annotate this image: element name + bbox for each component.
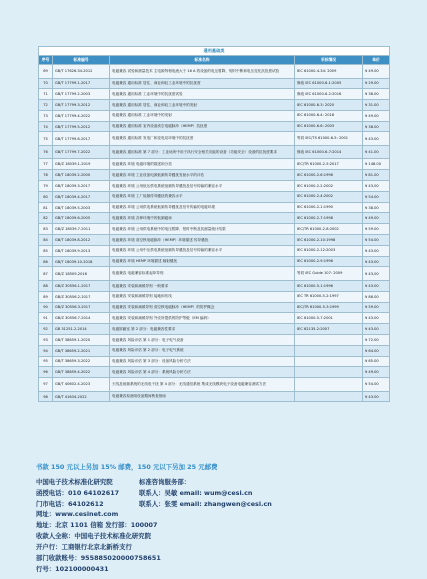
row-number: 79 xyxy=(39,181,53,192)
row-number: 76 xyxy=(39,145,53,159)
table-row xyxy=(39,235,390,246)
table-row xyxy=(39,334,390,345)
row-price: ¥ 49.00 xyxy=(363,213,390,224)
row-price: ¥ 43.00 xyxy=(363,181,390,192)
row-standard-number: GB/T 18039.10-2018 xyxy=(53,256,110,267)
row-standard-number: GB/T 17799.2-2003 xyxy=(53,89,110,100)
table-row xyxy=(39,291,390,302)
row-standard-name: 电磁兼容 试验和测量技术 主电源每相电流大于 16 A 的设备的电压暂降、短时中断和电压变化抗扰度试验 xyxy=(110,65,295,79)
row-standard-number: GB/T 18039.4-2017 xyxy=(53,191,110,202)
table-row xyxy=(39,110,390,121)
row-standard-number: GB/T 17799.5-2012 xyxy=(53,121,110,132)
service-dept: 标准咨询服务部： xyxy=(139,478,191,486)
row-number: 80 xyxy=(39,191,53,202)
row-standard-name: 电磁兼容 通用标准 工业环境中的发射 xyxy=(110,110,295,121)
row-price: ¥ 59.00 xyxy=(363,302,390,313)
row-standard-number: GB/T 18039.6-2005 xyxy=(53,213,110,224)
row-standard-number: GB/T 38659.4-2022 xyxy=(53,367,110,378)
row-price: ¥ 54.00 xyxy=(363,378,390,392)
row-standard-name: 电磁兼容 安装和减缓导则 高空核电磁脉冲（HEMP）的防护概念 xyxy=(110,302,295,313)
row-standard-number: GB/T 18039.5-2003 xyxy=(53,202,110,213)
row-standard-name: 电磁兼容 通用标准 居住、商业和轻工业环境中的发射 xyxy=(110,100,295,111)
row-adoption: 修改 IEC 61000-6-7:2014 xyxy=(295,145,363,159)
row-price: ¥ 65.00 xyxy=(363,356,390,367)
postal-address: 地址：北京 1101 信箱 发行部：100007 xyxy=(36,521,158,529)
standards-table-sheet xyxy=(38,46,389,402)
postage-note: 书款 150 元以上另加 15% 邮费，150 元以下另加 25 元邮费 xyxy=(36,463,218,471)
row-adoption: IEC 61000-4-34: 2009 xyxy=(295,65,363,79)
row-number: 74 xyxy=(39,121,53,132)
table-row xyxy=(39,267,390,281)
row-number: 75 xyxy=(39,132,53,146)
table-row xyxy=(39,78,390,89)
row-standard-name: 电磁兼容 风险评估 第 2 部分：电子电气系统 xyxy=(110,345,295,356)
row-price: ¥ 81.00 xyxy=(363,170,390,181)
row-price: ¥ 49.00 xyxy=(363,110,390,121)
order-info xyxy=(36,462,396,575)
table-row xyxy=(39,202,390,213)
row-adoption: IEC/TR 61000-2-8:2002 xyxy=(295,224,363,235)
row-standard-number: GB/T 17799.6-2017 xyxy=(53,132,110,146)
table-row xyxy=(39,191,390,202)
col-header-price: 单价 xyxy=(363,56,390,65)
row-standard-name: 电磁兼容 通用标准 发电厂和变电站环境中的抗扰度 xyxy=(110,132,295,146)
row-number: 89 xyxy=(39,291,53,302)
row-number: 69 xyxy=(39,65,53,79)
table-row xyxy=(39,89,390,100)
contact-wumin: 联系人：吴敏 email: wum@cesi.cn xyxy=(139,489,253,497)
row-number: 93 xyxy=(39,334,53,345)
row-adoption: IEC 62135-2:2007 xyxy=(295,324,363,335)
row-standard-number: GB/T 17799.7-2022 xyxy=(53,145,110,159)
row-price: ¥ 43.00 xyxy=(363,267,390,281)
row-price: ¥ 59.00 xyxy=(363,224,390,235)
row-adoption: IEC 61000-2-6:1996 xyxy=(295,170,363,181)
row-adoption: IEC/TR 61000-2-5:2017 xyxy=(295,159,363,170)
row-standard-number: GB/Z 18509-2016 xyxy=(53,267,110,281)
row-adoption: IEC 61000-5-1:1996 xyxy=(295,280,363,291)
row-standard-name: 电磁兼容 环境 高空核电磁脉冲（HEMP）环境描述 传导骚扰 xyxy=(110,235,295,246)
row-standard-number: GB/Z 18039.7-2011 xyxy=(53,224,110,235)
table-row xyxy=(39,391,390,402)
row-number: 98 xyxy=(39,391,53,402)
row-standard-number: GB/T 38659.3-2022 xyxy=(53,356,110,367)
col-header-std-no: 标准编号 xyxy=(53,56,110,65)
table-row xyxy=(39,224,390,235)
row-price: ¥ 43.00 xyxy=(363,280,390,291)
row-number: 90 xyxy=(39,302,53,313)
row-adoption xyxy=(295,391,363,402)
row-adoption: 修改 IEC 61000-6-1:2005 xyxy=(295,78,363,89)
row-number: 72 xyxy=(39,100,53,111)
table-row xyxy=(39,345,390,356)
row-standard-name: 电磁兼容 环境 工业设备电源低频传导骚扰发射水平的评估 xyxy=(110,170,295,181)
row-standard-number: GB/Z 30556.1-2017 xyxy=(53,280,110,291)
row-standard-name: 电磁兼容检测用设备期间核查指南 xyxy=(110,391,295,402)
row-number: 77 xyxy=(39,159,53,170)
row-standard-name: 电磁兼容 环境 工厂低频传导骚扰的兼容水平 xyxy=(110,191,295,202)
row-price: ¥ 38.00 xyxy=(363,202,390,213)
row-standard-number: GB/T 38659.2-2021 xyxy=(53,345,110,356)
row-adoption: IEC 61000-6-4: 2018 xyxy=(295,110,363,121)
row-adoption: IEC 61000-2-7:1998 xyxy=(295,213,363,224)
row-adoption: IEC 61000-2-9:1996 xyxy=(295,256,363,267)
table-row xyxy=(39,324,390,335)
table-row xyxy=(39,121,390,132)
website: 网址：www.cesinet.com xyxy=(36,510,119,518)
bank-name: 开户行：工商银行北京北新桥支行 xyxy=(36,543,132,551)
row-number: 83 xyxy=(39,224,53,235)
row-standard-number: GB/T 38659.1-2020 xyxy=(53,334,110,345)
table-row xyxy=(39,378,390,392)
row-standard-number: GB/T 17799.4-2022 xyxy=(53,110,110,121)
row-price: ¥ 43.00 xyxy=(363,245,390,256)
row-price: ¥ 86.00 xyxy=(363,291,390,302)
bank-code: 行号：102100000431 xyxy=(36,565,109,573)
row-adoption: IEC 61000-2-2:2002 xyxy=(295,181,363,192)
standards-table xyxy=(38,46,390,402)
row-standard-name: 电磁兼容 通用标准 工业环境中的抗扰度试验 xyxy=(110,89,295,100)
row-number: 94 xyxy=(39,345,53,356)
row-standard-name: 电磁兼容 环境 公用低压供电系统低频传导骚扰及信号传输的兼容水平 xyxy=(110,181,295,192)
row-adoption: IEC 61000-2-4:2002 xyxy=(295,191,363,202)
table-row xyxy=(39,280,390,291)
row-number: 86 xyxy=(39,256,53,267)
store-phone: 门市电话：64102612 xyxy=(36,500,104,508)
row-number: 96 xyxy=(39,367,53,378)
row-standard-name: 电磁兼容 风险评估 第 3 部分：设备风险分析方法 xyxy=(110,356,295,367)
row-price: ¥ 49.00 xyxy=(363,367,390,378)
row-standard-number: GB/Z 18039.1-2019 xyxy=(53,159,110,170)
row-adoption: IEC/TR 61000-5-3:1999 xyxy=(295,302,363,313)
row-standard-name: 电磁兼容 通用标准 居住、商业和轻工业环境中的抗扰度 xyxy=(110,78,295,89)
row-price: ¥ 49.00 xyxy=(363,65,390,79)
row-standard-number: GB/T 40602.4-2023 xyxy=(53,378,110,392)
row-price: ¥ 43.00 xyxy=(363,391,390,402)
row-adoption: IEC 61000-2-1:1990 xyxy=(295,202,363,213)
row-standard-name: 电磁兼容 安装和减缓导则 一般要求 xyxy=(110,280,295,291)
row-adoption xyxy=(295,345,363,356)
row-standard-name: 电磁兼容 环境 HEMP 环境描述 辐射骚扰 xyxy=(110,256,295,267)
row-standard-number: GB/Z 30556.7-2014 xyxy=(53,313,110,324)
row-adoption xyxy=(295,356,363,367)
row-price: ¥ 41.00 xyxy=(363,145,390,159)
row-standard-name: 电磁屏蔽室 第 2 部分：电磁兼容性要求 xyxy=(110,324,295,335)
table-row xyxy=(39,159,390,170)
row-price: ¥ 43.00 xyxy=(363,324,390,335)
row-adoption: IEC 61000-5-7:2001 xyxy=(295,313,363,324)
row-standard-name: 电磁兼容 安装和减缓导则 接地和布线 xyxy=(110,291,295,302)
row-number: 95 xyxy=(39,356,53,367)
table-row xyxy=(39,100,390,111)
row-standard-name: 电磁兼容 环境 公用供电系统中的电压暂降、短时中断及其测量统计结果 xyxy=(110,224,295,235)
table-row xyxy=(39,132,390,146)
row-adoption xyxy=(295,378,363,392)
table-row xyxy=(39,145,390,159)
row-number: 82 xyxy=(39,213,53,224)
row-number: 70 xyxy=(39,78,53,89)
table-title: 通用基础类 xyxy=(39,47,390,56)
row-standard-name: 电磁兼容 环境 公用中压供电系统低频传导骚扰及信号传输的兼容水平 xyxy=(110,245,295,256)
row-standard-number: GB/T 17799.1-2017 xyxy=(53,78,110,89)
row-standard-name: 电磁兼容 通用标准 室内设备高空电磁脉冲（HEMP）抗扰度 xyxy=(110,121,295,132)
row-number: 78 xyxy=(39,170,53,181)
table-row xyxy=(39,245,390,256)
table-row xyxy=(39,170,390,181)
table-row xyxy=(39,367,390,378)
row-adoption: IEC 61000-2-12:2003 xyxy=(295,245,363,256)
row-price: ¥ 31.00 xyxy=(363,100,390,111)
row-number: 91 xyxy=(39,313,53,324)
row-number: 71 xyxy=(39,89,53,100)
row-price: ¥ 43.00 xyxy=(363,256,390,267)
row-price: ¥ 38.00 xyxy=(363,121,390,132)
row-adoption: IEC 61000-2-10:1998 xyxy=(295,235,363,246)
row-standard-name: 电磁兼容 通用标准 第 7 部分：工业场所中用于执行安全相关功能的设备（功能安全）设备的抗扰度要求 xyxy=(110,145,295,159)
row-number: 81 xyxy=(39,202,53,213)
row-adoption: IEC 61000-6-3: 2020 xyxy=(295,100,363,111)
row-number: 97 xyxy=(39,378,53,392)
row-standard-number: GB 31251.2-2014 xyxy=(53,324,110,335)
row-standard-name: 电磁兼容 风险评估 第 4 部分：系统风险分析方法 xyxy=(110,367,295,378)
row-price: ¥ 43.00 xyxy=(363,132,390,146)
row-number: 85 xyxy=(39,245,53,256)
table-row xyxy=(39,302,390,313)
mail-order-phone: 函授电话：010 64102617 xyxy=(36,489,120,497)
row-standard-number: GB/T 18039.8-2012 xyxy=(53,235,110,246)
row-standard-name: 电磁兼容 环境 各种环境中的低频磁场 xyxy=(110,213,295,224)
row-adoption: IEC TR 61000-5-2:1997 xyxy=(295,291,363,302)
row-adoption: 等同 IEC Guide 107: 2009 xyxy=(295,267,363,281)
row-standard-name: 电磁兼容 环境 公用供电系统低频传导骚扰及信号传输的电磁环境 xyxy=(110,202,295,213)
row-standard-name: 电磁兼容 电磁兼容标准起草导则 xyxy=(110,267,295,281)
row-price: ¥ 29.00 xyxy=(363,78,390,89)
row-standard-name: 天线及射频系统的无线电干扰 第 4 部分：无线通信系统 集成无线模块电子设备电磁兼容测试方法 xyxy=(110,378,295,392)
table-body xyxy=(39,65,390,402)
row-standard-number: GB/T 17626.34-2012 xyxy=(53,65,110,79)
table-row xyxy=(39,181,390,192)
row-standard-name: 电磁兼容 安装和减缓导则 外壳所提供的防护等级（EM 编码） xyxy=(110,313,295,324)
col-header-adopt: 采标情况 xyxy=(295,56,363,65)
row-standard-number: GB/Z 30556.3-2017 xyxy=(53,302,110,313)
row-standard-number: GB/T 18039.2-2000 xyxy=(53,170,110,181)
row-adoption xyxy=(295,334,363,345)
row-adoption: IEC 61000-6-6: 2003 xyxy=(295,121,363,132)
row-standard-name: 电磁兼容 风险评估 第 1 部分：电子电气设备 xyxy=(110,334,295,345)
row-adoption: 修改 IEC 61000-6-2:2016 xyxy=(295,89,363,100)
col-header-no: 序号 xyxy=(39,56,53,65)
row-number: 87 xyxy=(39,267,53,281)
row-number: 92 xyxy=(39,324,53,335)
row-standard-name: 电磁兼容 环境 电磁环境的描述和分类 xyxy=(110,159,295,170)
row-price: ¥ 54.00 xyxy=(363,191,390,202)
account-number: 部门收款账号：955885020000758651 xyxy=(36,554,161,562)
table-row xyxy=(39,65,390,79)
row-number: 73 xyxy=(39,110,53,121)
row-price: ¥ 72.00 xyxy=(363,334,390,345)
contact-zhangwen: 联系人：张雯 email: zhangwen@cesi.cn xyxy=(139,500,272,508)
payee-name: 收款人全称：中国电子技术标准化研究院 xyxy=(36,532,152,540)
row-number: 84 xyxy=(39,235,53,246)
row-price: ¥ 148.00 xyxy=(363,159,390,170)
row-standard-number: GB/T 17799.3-2012 xyxy=(53,100,110,111)
table-row xyxy=(39,313,390,324)
row-standard-number: GB/T 18039.9-2013 xyxy=(53,245,110,256)
row-adoption: 等同 IEC/TS 61000-6-5: 2001 xyxy=(295,132,363,146)
row-price: ¥ 54.00 xyxy=(363,235,390,246)
table-row xyxy=(39,256,390,267)
row-adoption xyxy=(295,367,363,378)
row-price: ¥ 43.00 xyxy=(363,313,390,324)
table-row xyxy=(39,213,390,224)
row-standard-number: GB/Z 30556.2-2017 xyxy=(53,291,110,302)
row-standard-number: GB/T 41634-2022 xyxy=(53,391,110,402)
table-row xyxy=(39,356,390,367)
row-number: 88 xyxy=(39,280,53,291)
row-price: ¥ 38.00 xyxy=(363,89,390,100)
org-name: 中国电子技术标准化研究院 xyxy=(36,478,113,486)
row-price: ¥ 64.00 xyxy=(363,345,390,356)
col-header-name: 标准名称 xyxy=(110,56,295,65)
row-standard-number: GB/T 18039.3-2017 xyxy=(53,181,110,192)
